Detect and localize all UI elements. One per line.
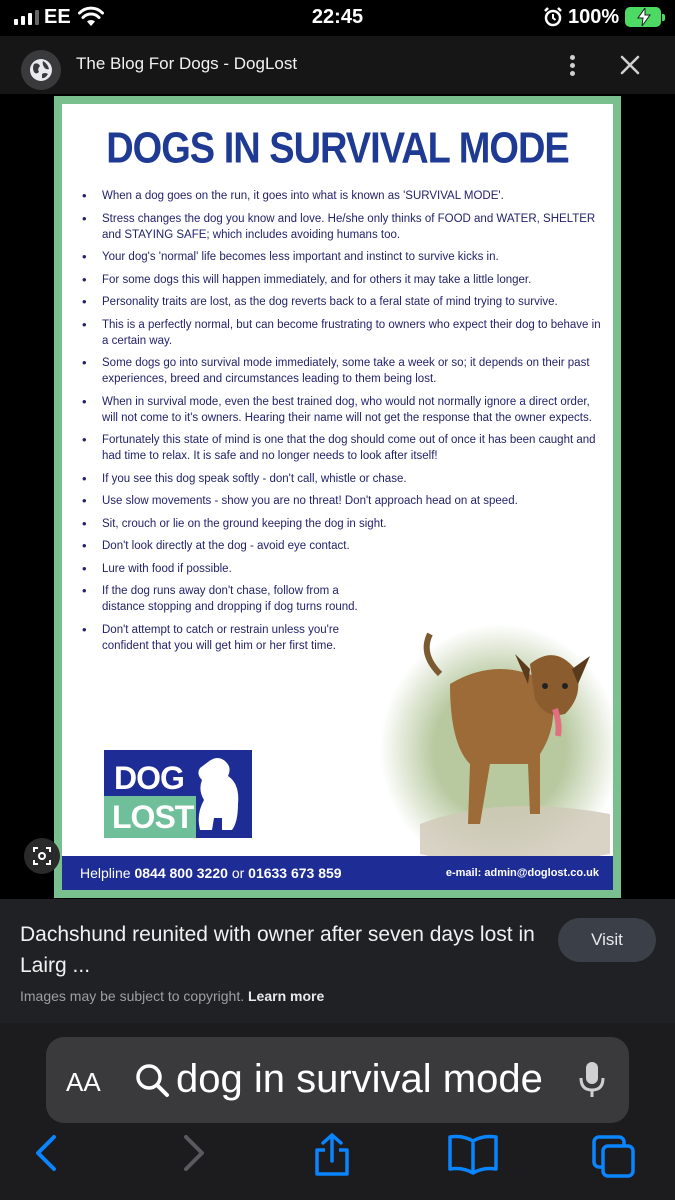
list-item: • Use slow movements - show you are no threat! Don't approach head on at speed. bbox=[82, 493, 602, 509]
list-item: • Your dog's 'normal' life becomes less important and instinct to survive kicks in. bbox=[82, 249, 602, 265]
learn-more-link[interactable]: Learn more bbox=[248, 988, 325, 1004]
status-bar bbox=[0, 0, 675, 36]
microphone-icon[interactable] bbox=[578, 1060, 606, 1100]
clock: 22:45 bbox=[311, 6, 364, 28]
poster-bullet-list bbox=[82, 188, 602, 660]
browser-bottom-bar bbox=[0, 1023, 675, 1200]
lens-search-button[interactable] bbox=[24, 838, 60, 874]
poster-image[interactable] bbox=[54, 96, 621, 898]
list-item: • Personality traits are lost, as the dog reverts back to a feral state of mind trying to survive. bbox=[82, 294, 602, 310]
bookmarks-icon[interactable] bbox=[447, 1133, 499, 1175]
puppy-silhouette-icon bbox=[188, 754, 248, 834]
carrier-label: EE bbox=[44, 6, 71, 28]
list-item: • If you see this dog speak softly - don't call, whistle or chase. bbox=[82, 471, 602, 487]
list-item: • When a dog goes on the run, it goes into what is known as 'SURVIVAL MODE'. bbox=[82, 188, 602, 204]
list-item: • Lure with food if possible. bbox=[82, 561, 352, 577]
list-item: • Some dogs go into survival mode immediately, some take a week or so; it depends on their past experiences, breed and circumstances leading to them being lost. bbox=[82, 355, 602, 387]
share-icon[interactable] bbox=[312, 1133, 352, 1177]
visit-button[interactable]: Visit bbox=[558, 918, 656, 962]
viewer-header bbox=[0, 36, 675, 94]
search-icon bbox=[134, 1062, 170, 1098]
copyright-text: Images may be subject to copyright. bbox=[20, 988, 245, 1004]
battery-percent: 100% bbox=[568, 6, 620, 28]
reader-options-button[interactable]: AA bbox=[66, 1067, 101, 1097]
tabs-icon[interactable] bbox=[590, 1133, 638, 1181]
battery-icon bbox=[625, 7, 661, 27]
list-item: • Fortunately this state of mind is one that the dog should come out of once it has been caught and had time to relax. It is safe and no longer needs to look after itself! bbox=[82, 432, 602, 464]
email-text: e-mail: admin@doglost.co.uk bbox=[445, 867, 599, 879]
phone-number-1: 0844 800 3220 bbox=[134, 865, 228, 881]
logo-lost-text: LOST bbox=[112, 799, 194, 835]
helpline-label: Helpline bbox=[80, 865, 131, 881]
list-item: • When in survival mode, even the best trained dog, who would not normally ignore a direct order, will not come to it's owners. Hearing their name will not get the response that the owner expects. bbox=[82, 394, 602, 426]
doglost-logo bbox=[104, 750, 252, 838]
poster-content bbox=[62, 104, 613, 890]
close-icon[interactable] bbox=[615, 50, 645, 80]
site-globe-icon bbox=[21, 50, 61, 90]
page-title[interactable]: The Blog For Dogs - DogLost bbox=[76, 54, 298, 73]
lens-icon bbox=[32, 846, 52, 866]
list-item: • This is a perfectly normal, but can become frustrating to owners who expect their dog to behave in a certain way. bbox=[82, 317, 602, 349]
logo-dog-text: DOG bbox=[114, 760, 184, 796]
charging-bolt-icon bbox=[637, 8, 651, 26]
search-query[interactable]: dog in survival mode bbox=[176, 1057, 543, 1101]
helpline-bar bbox=[62, 856, 613, 890]
list-item: • Don't look directly at the dog - avoid eye contact. bbox=[82, 538, 602, 554]
alarm-icon bbox=[544, 7, 562, 27]
list-item: • For some dogs this will happen immediately, and for others it may take a little longer. bbox=[82, 272, 602, 288]
back-icon[interactable] bbox=[32, 1133, 62, 1173]
browser-toolbar bbox=[0, 1133, 675, 1200]
image-viewer[interactable] bbox=[0, 94, 675, 899]
more-options-icon[interactable] bbox=[562, 52, 582, 80]
list-item: • Don't attempt to catch or restrain unless you're confident that you will get him or her first time. bbox=[82, 622, 372, 654]
result-info-panel bbox=[0, 899, 675, 1023]
list-item: • Stress changes the dog you know and love. He/she only thinks of FOOD and WATER, SHELTER and STAYING SAFE; which includes avoiding humans too. bbox=[82, 211, 602, 243]
result-caption[interactable]: Dachshund reunited with owner after seven days lost in Lairg ... bbox=[20, 923, 535, 977]
copyright-notice bbox=[20, 988, 324, 1004]
list-item: • Sit, crouch or lie on the ground keeping the dog in sight. bbox=[82, 516, 602, 532]
dog-photo bbox=[380, 624, 613, 874]
forward-icon[interactable] bbox=[178, 1133, 208, 1173]
list-item: • If the dog runs away don't chase, follow from a distance stopping and dropping if dog turns round. bbox=[82, 583, 372, 615]
poster-title: DOGS IN SURVIVAL MODE bbox=[106, 124, 569, 174]
helpline-or: or bbox=[231, 865, 245, 881]
phone-number-2: 01633 673 859 bbox=[248, 865, 342, 881]
address-bar[interactable] bbox=[46, 1037, 629, 1123]
helpline-text bbox=[80, 865, 342, 881]
